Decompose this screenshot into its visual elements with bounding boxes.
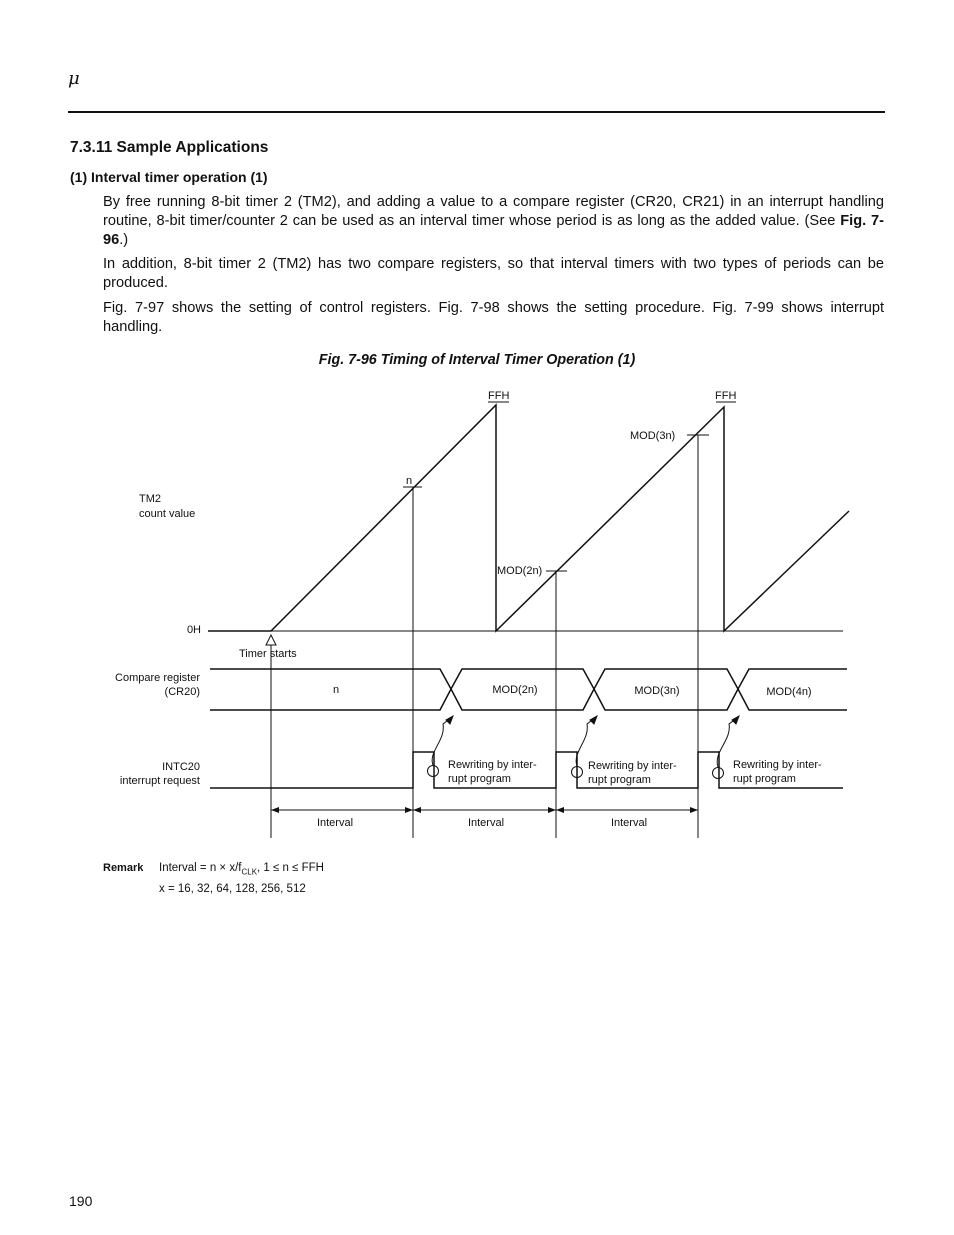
zero-h-label: 0H bbox=[186, 624, 201, 636]
cr-value-mod2n: MOD(2n) bbox=[492, 684, 538, 696]
interval-label-3: Interval bbox=[610, 817, 648, 829]
cr-value-n: n bbox=[332, 684, 340, 696]
interval-arrowhead-1r bbox=[405, 807, 413, 813]
interval-label-1: Interval bbox=[316, 817, 354, 829]
tm2-count-waveform bbox=[208, 405, 849, 631]
ffh-label-1: FFH bbox=[488, 390, 510, 402]
interval-arrowhead-2l bbox=[413, 807, 421, 813]
remark-formula-sub: CLK bbox=[241, 867, 258, 877]
page-number: 190 bbox=[69, 1193, 93, 1209]
rewrite-label-1b: rupt program bbox=[448, 773, 511, 785]
interval-label-2: Interval bbox=[467, 817, 505, 829]
paragraph-2: In addition, 8-bit timer 2 (TM2) has two compare registers, so that interval timers with two types of periods can be produced. bbox=[103, 256, 884, 291]
rewrite-label-3b: rupt program bbox=[733, 773, 796, 785]
rewrite-circle-3 bbox=[713, 768, 724, 779]
ffh-label-2: FFH bbox=[715, 390, 737, 402]
interval-arrowhead-3l bbox=[556, 807, 564, 813]
tm2-label: TM2 bbox=[139, 493, 161, 505]
interval-arrowhead-3r bbox=[690, 807, 698, 813]
rewrite-label-3a: Rewriting by inter- bbox=[733, 759, 822, 771]
mod3n-top-label: MOD(3n) bbox=[630, 430, 676, 442]
timer-starts-label: Timer starts bbox=[239, 648, 297, 660]
rewrite-arrow-2 bbox=[576, 718, 595, 766]
cr-value-mod4n: MOD(4n) bbox=[766, 686, 812, 698]
n-marker-label: n bbox=[406, 475, 413, 487]
rewrite-arrow-1 bbox=[432, 718, 451, 765]
interval-arrowhead-1l bbox=[271, 807, 279, 813]
remark-x-values: x = 16, 32, 64, 128, 256, 512 bbox=[159, 883, 306, 895]
section-title: 7.3.11 Sample Applications bbox=[70, 139, 269, 156]
rewrite-arrowhead-1 bbox=[446, 716, 453, 724]
mu-symbol: μ bbox=[68, 68, 80, 89]
paragraph-1-text-a: By free running 8-bit timer 2 (TM2), and adding a value to a compare register (CR20, CR21) in an interrupt handling routine, 8-bit timer/counter 2 can be used as an interval timer whose period is as long as the added value. (See bbox=[103, 194, 884, 229]
remark-formula-a: Interval = n × x/f bbox=[159, 862, 242, 874]
cr20-label: (CR20) bbox=[164, 686, 200, 698]
rewrite-label-2b: rupt program bbox=[588, 774, 651, 786]
cr-value-mod3n: MOD(3n) bbox=[634, 685, 680, 697]
rewrite-arrowhead-2 bbox=[590, 716, 597, 724]
paragraph-3: Fig. 7-97 shows the setting of control registers. Fig. 7-98 shows the setting procedure. Fig. 7-99 shows interrupt handling. bbox=[103, 300, 884, 335]
intc20-label: INTC20 bbox=[162, 761, 200, 773]
remark-label: Remark bbox=[103, 862, 144, 874]
subsection-title: (1) Interval timer operation (1) bbox=[70, 169, 268, 185]
compare-register-label: Compare register bbox=[115, 672, 200, 684]
rewrite-label-1a: Rewriting by inter- bbox=[448, 759, 537, 771]
timer-start-marker bbox=[266, 635, 276, 645]
rewrite-arrowhead-3 bbox=[732, 716, 739, 724]
rewrite-label-2a: Rewriting by inter- bbox=[588, 760, 677, 772]
mod2n-mid-label: MOD(2n) bbox=[497, 565, 543, 577]
count-value-label: count value bbox=[139, 508, 196, 520]
figure-reference: Fig. 7-96 bbox=[103, 213, 884, 248]
interrupt-request-label: interrupt request bbox=[119, 775, 200, 787]
figure-caption: Fig. 7-96 Timing of Interval Timer Operation (1) bbox=[318, 352, 636, 368]
interval-arrowhead-2r bbox=[548, 807, 556, 813]
paragraph-1-text-b: .) bbox=[119, 232, 129, 248]
rewrite-circle-1 bbox=[428, 766, 439, 777]
remark-formula-b: , 1 ≤ n ≤ FFH bbox=[257, 862, 324, 874]
remark-formula bbox=[159, 862, 324, 876]
